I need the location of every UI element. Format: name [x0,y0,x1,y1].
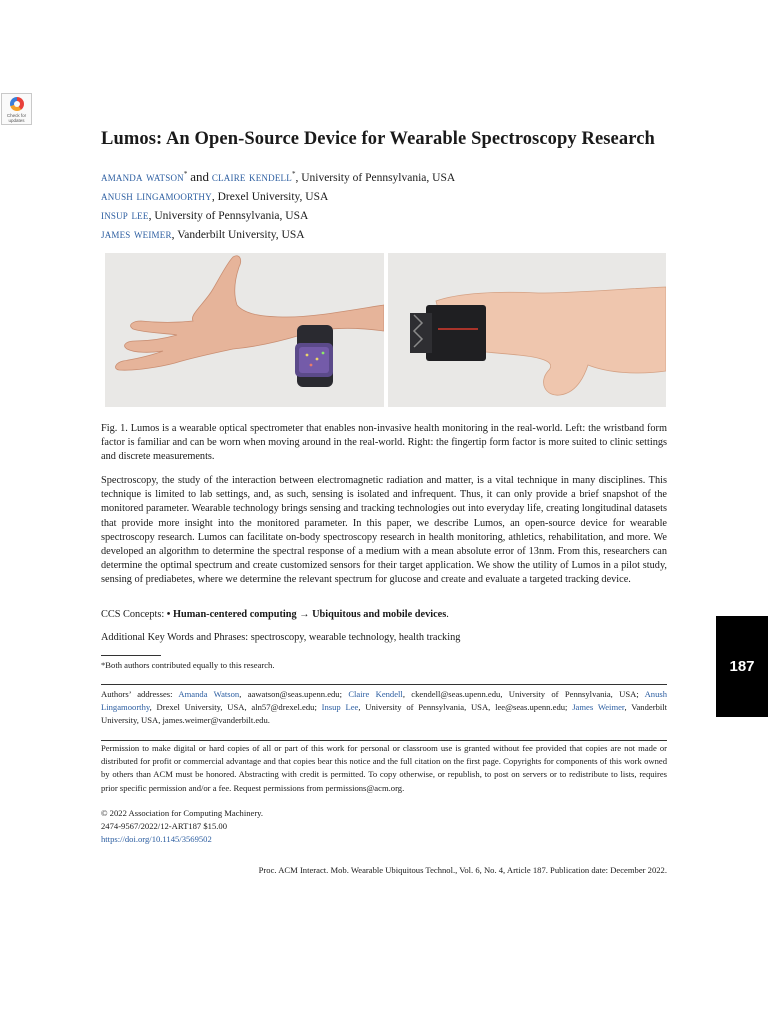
address-link-anush-lingamoorthy[interactable]: Anush Lingamoorthy [101,689,668,713]
ccs-concepts: CCS Concepts: • Human-centered computing → Ubiquitous and mobile devices. [101,609,449,620]
wristband-hand-illustration [105,253,384,407]
doi-link[interactable]: https://doi.org/10.1145/3569502 [101,834,212,845]
issn-line: 2474-9567/2022/12-ART187 $15.00 [101,821,227,832]
affiliation-vanderbilt: , Vanderbilt University, USA [171,228,305,241]
author-claire-kendell[interactable]: claire kendell [211,168,292,184]
author-conjunction: and [190,168,210,184]
fingertip-hand-illustration [388,253,666,407]
address-link-amanda-watson[interactable]: Amanda Watson [178,689,240,699]
ccs-label: CCS Concepts: [101,609,167,620]
divider [101,740,667,741]
abstract: Spectroscopy, the study of the interaction between electromagnetic radiation and matter, is a vital technique in many disciplines. This technique is limited to lab settings, and, as such, sensing is isolated and infrequent. Thus, it can only provide a brief snapshot of the monitored parameter. Wearable technology brings sensing and tracking technologies out into everyday life, creating longitudinal datasets that provide more insight into the monitored parameter. In this paper, we describe Lumos, an open-source device for wearable spectroscopy research. Lumos can facilitate on-body spectroscopy research in health monitoring, athletics, rehabilitation, and more. We developed an algorithm to determine the spectral response of a medium with a mean absolute error of 13nm. From this, researchers can determine the optimal spectrum and create customized sensors for their target application. We show the utility of Lumos in a pilot study, sensing of prediabetes, where we determine the relevant spectrum for glucose and create and evaluate a targeted tracking device. [101,475,667,586]
journal-footer: Proc. ACM Interact. Mob. Wearable Ubiquitous Technol., Vol. 6, No. 4, Article 187. Publication date: December 2022. [258,865,667,875]
article-number-tab: 187 [716,616,768,717]
crossmark-icon [10,97,24,111]
authors-addresses: Authors’ addresses: Amanda Watson, aawatson@seas.upenn.edu; Claire Kendell, ckendell@seas.upenn.edu, University of Pennsylvania, USA; Anush Lingamoorthy, Drexel University, USA, aln57@drexel.edu; Insup Lee, University of Pennsylvania, USA, lee@seas.upenn.edu; James Weimer, Vanderbilt University, USA, james.weimer@vanderbilt.edu. [101,689,668,726]
author-james-weimer[interactable]: james weimer [101,225,172,241]
figure-caption: Fig. 1. Lumos is a wearable optical spectrometer that enables non-invasive health monitoring in the real-world. Left: the wristband form factor is familiar and can be worn when moving around in the real-world. Right: the fingertip form factor is more suited to clinic settings and discrete measurements. [101,423,667,462]
figure-fingertip-photo [388,253,666,407]
paper-title: Lumos: An Open-Source Device for Wearable Spectroscopy Research [101,129,655,149]
author-amanda-watson[interactable]: amanda watson [101,168,184,184]
author-anush-lingamoorthy[interactable]: anush lingamoorthy [101,187,212,203]
check-for-updates-badge[interactable] [1,93,32,125]
address-link-insup-lee[interactable]: Insup Lee [321,702,359,713]
ccs-concept: • Human-centered computing → Ubiquitous and mobile devices [166,609,447,620]
author-line-4 [101,225,455,244]
author-line-3 [101,206,455,225]
keywords: Additional Key Words and Phrases: spectroscopy, wearable technology, health tracking [101,632,461,643]
author-line-2 [101,187,455,206]
footnote-rule [101,655,161,656]
divider [101,684,667,685]
author-block [101,165,455,244]
footnote: *Both authors contributed equally to this research. [101,660,275,670]
author-insup-lee[interactable]: insup lee [101,206,149,222]
affiliation-penn: , University of Pennsylvania, USA [295,171,456,184]
publication-meta [101,807,263,847]
affiliation-penn-2: , University of Pennsylvania, USA [148,209,309,222]
author-line-1: amanda watson* and claire kendell*, University of Pennsylvania, USA [101,168,456,184]
figure-wristband-photo [105,253,384,407]
permission-notice: Permission to make digital or hard copies of all or part of this work for personal or classroom use is granted without fee provided that copies are not made or distributed for profit or commercial advantage and that copies bear this notice and the full citation on the first page. Copyrights for components of this work owned by others than ACM must be honored. Abstracting with credit is permitted. To copy otherwise, or republish, to post on servers or to redistribute to lists, requires prior specific permission and/or a fee. Request permissions from permissions@acm.org. [101,743,667,793]
address-link-claire-kendell[interactable]: Claire Kendell [348,689,403,699]
affiliation-drexel: , Drexel University, USA [211,190,329,203]
address-link-james-weimer[interactable]: James Weimer [572,702,625,713]
badge-label: Check for updates [6,113,27,123]
copyright-line: © 2022 Association for Computing Machinery. [101,808,264,818]
